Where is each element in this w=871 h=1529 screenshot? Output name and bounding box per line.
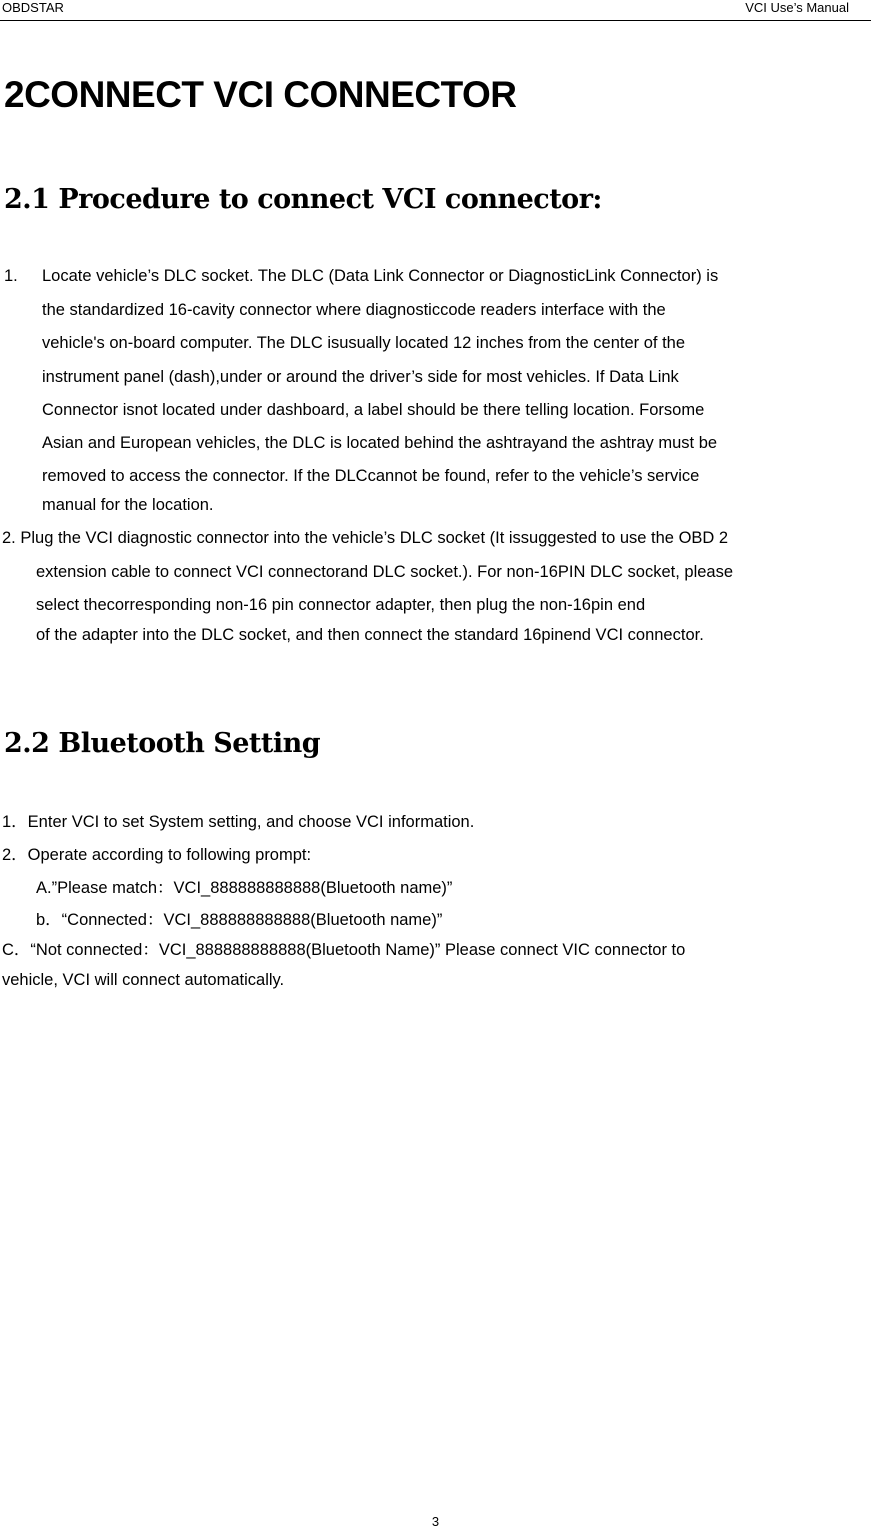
- prompt-not-connected-continued: vehicle, VCI will connect automatically.: [2, 971, 285, 989]
- step-1-line: Asian and European vehicles, the DLC is located behind the ashtrayand the ashtray must be: [42, 434, 718, 452]
- prompt-connected: b．“Connected：VCI_888888888888(Bluetooth name)”: [36, 911, 443, 929]
- step-1-line: instrument panel (dash),under or around the driver’s side for most vehicles. If Data Link: [42, 368, 679, 386]
- step-1-line: the standardized 16-cavity connector where diagnosticcode readers interface with the: [42, 301, 666, 319]
- step-2-line: 2. Plug the VCI diagnostic connector into the vehicle’s DLC socket (It issuggested to use the OBD 2: [2, 529, 729, 547]
- step-1-line: vehicle's on-board computer. The DLC isusually located 12 inches from the center of the: [42, 334, 686, 352]
- bluetooth-step-1: 1．Enter VCI to set System setting, and choose VCI information.: [2, 813, 475, 831]
- page-header: [0, 0, 871, 21]
- section-title-procedure: 2.1 Procedure to connect VCI connector:: [4, 184, 602, 215]
- page-number: 3: [431, 1514, 440, 1529]
- section-title-bluetooth: 2.2 Bluetooth Setting: [4, 728, 321, 759]
- step-2-line: select thecorresponding non-16 pin connector adapter, then plug the non-16pin end: [36, 596, 646, 614]
- step-2-line: extension cable to connect VCI connectorand DLC socket.). For non-16PIN DLC socket, please: [36, 563, 734, 581]
- prompt-not-connected: C．“Not connected：VCI_888888888888(Bluetooth Name)” Please connect VIC connector to: [2, 941, 686, 959]
- step-1-line: Connector isnot located under dashboard, a label should be there telling location. Forsome: [42, 401, 705, 419]
- step-1-number: 1.: [4, 267, 18, 285]
- header-brand: OBDSTAR: [2, 0, 64, 15]
- chapter-title: 2CONNECT VCI CONNECTOR: [4, 74, 517, 115]
- step-1-line: Locate vehicle’s DLC socket. The DLC (Data Link Connector or DiagnosticLink Connector) is: [42, 267, 719, 285]
- prompt-please-match: A.”Please match：VCI_888888888888(Bluetooth name)”: [36, 879, 453, 897]
- header-manual-title: VCI Use’s Manual: [745, 0, 849, 15]
- bluetooth-step-2: 2．Operate according to following prompt:: [2, 846, 312, 864]
- step-1-line: removed to access the connector. If the DLCcannot be found, refer to the vehicle’s service: [42, 467, 700, 485]
- step-2-line: of the adapter into the DLC socket, and then connect the standard 16pinend VCI connector.: [36, 626, 704, 644]
- step-1-line: manual for the location.: [42, 496, 214, 514]
